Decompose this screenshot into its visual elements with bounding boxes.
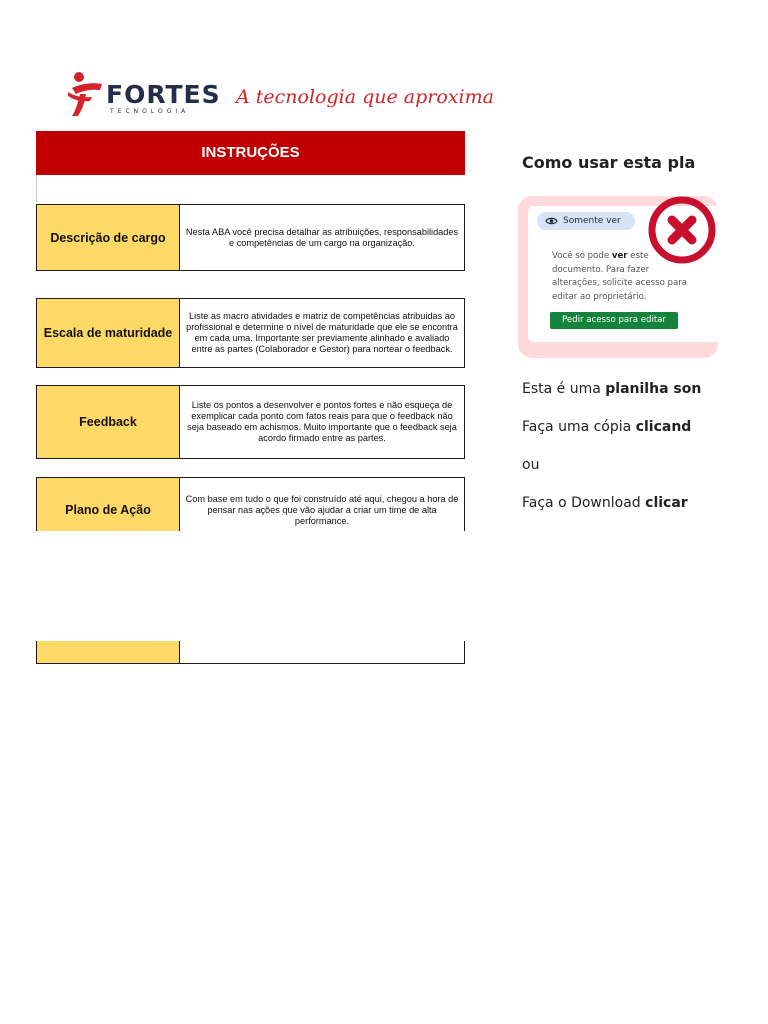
instruction-row-action-plan-bottom: [36, 641, 465, 664]
view-only-message: Você só pode ver este documento. Para fazer alterações, solicite acesso para editar ao proprietário.: [552, 251, 688, 302]
spacer-row: [36, 175, 466, 203]
guide-line-1: Esta é uma planilha son: [522, 381, 702, 397]
row-label: Escala de maturidade: [37, 299, 180, 367]
render-gap: [30, 531, 470, 641]
row-description: Nesta ABA você precisa detalhar as atribuições, responsabilidades e competências de um cargo na organização.: [185, 226, 459, 248]
view-only-illustration: [518, 190, 688, 360]
row-label-fill: [37, 641, 180, 663]
brand-name: FORTES: [106, 80, 221, 109]
brand-subtitle: TECNOLOGIA: [110, 108, 190, 115]
brand-tagline: A tecnologia que aproxima: [236, 86, 494, 108]
request-edit-access-button[interactable]: Pedir acesso para editar: [550, 312, 678, 329]
guide-line-2: Faça uma cópia clicand: [522, 419, 692, 435]
eye-icon: [545, 216, 558, 226]
fortes-logo-icon: [66, 70, 106, 118]
guide-line-4: Faça o Download clicar: [522, 495, 688, 511]
view-only-chip: [537, 212, 635, 230]
chip-label: Somente ver: [563, 216, 621, 226]
guide-line-3: ou: [522, 457, 540, 473]
row-description: Liste as macro atividades e matriz de competências atribuidas ao profissional e determine o nível de maturidade que ele se encontra em cada uma. Importante ser previamente alinhado e avaliado entre as partes (Colaborador e Gestor) para nortear o feedback.: [186, 311, 458, 354]
row-label: Plano de Ação: [37, 478, 180, 541]
instruction-row-feedback: [36, 385, 465, 459]
row-description: Liste os pontos a desenvolver e pontos fortes e não esqueça de exemplicar cada ponto com fatos reais para que o feedback não seja baseado em achismos. Muito importante que o feedback seja acordo firmado entre as partes.: [187, 400, 457, 443]
instructions-header: INSTRUÇÕES: [36, 131, 465, 175]
guide-title: Como usar esta pla: [522, 153, 696, 172]
row-label: Descrição de cargo: [37, 205, 180, 270]
row-description: Com base em tudo o que foi construído até aqui, chegou a hora de pensar nas ações que vão ajudar a criar um time de alta performance.: [185, 494, 459, 526]
instruction-row-maturity-scale: [36, 298, 465, 368]
instruction-row-job-description: [36, 204, 465, 271]
row-label: Feedback: [37, 386, 180, 458]
